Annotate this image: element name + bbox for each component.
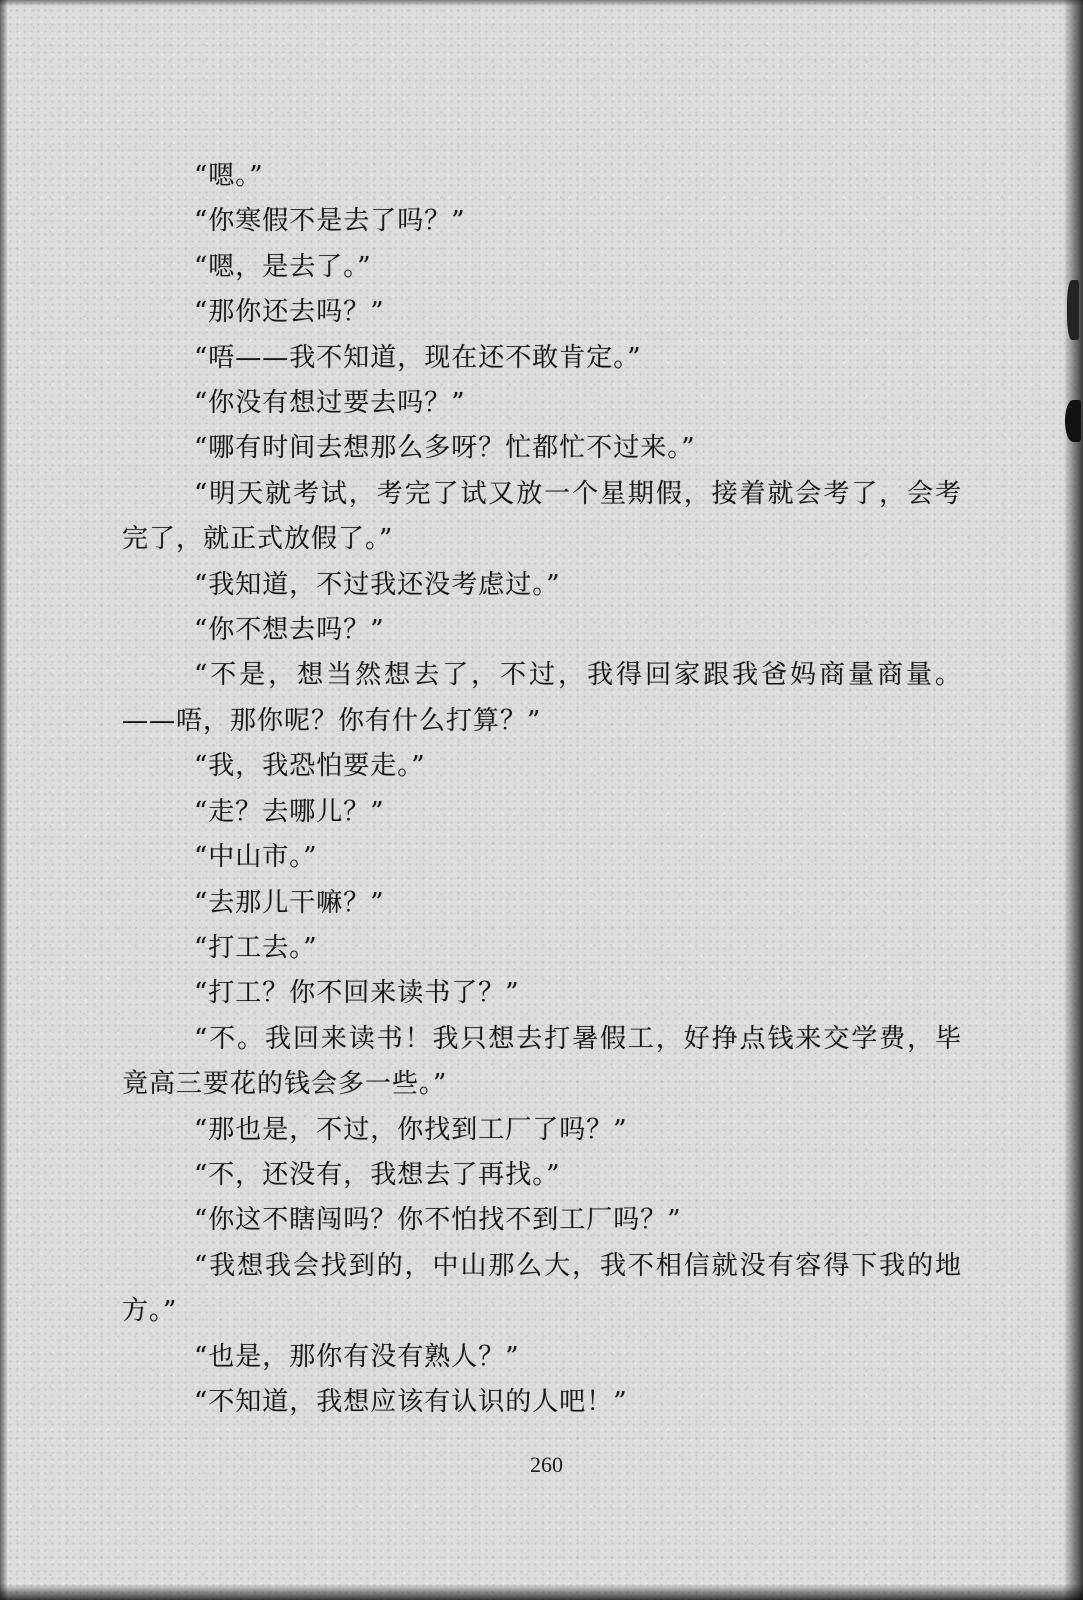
paragraph: “不，还没有，我想去了再找。” bbox=[194, 1159, 561, 1190]
paragraph: “去那儿干嘛？” bbox=[194, 887, 385, 918]
paragraph: “我知道，不过我还没考虑过。” bbox=[194, 569, 561, 600]
paragraph: “你没有想过要去吗？” bbox=[194, 388, 466, 419]
paragraph: “你这不瞎闯吗？你不怕找不到工厂吗？” bbox=[194, 1205, 682, 1236]
paragraph: “嗯。” bbox=[194, 161, 264, 191]
paragraph: “嗯，是去了。” bbox=[194, 251, 372, 282]
paragraph: “唔——我不知道，现在还不敢肯定。” bbox=[194, 342, 642, 373]
paragraph: “中山市。” bbox=[194, 842, 318, 873]
scan-edge-top bbox=[0, 0, 1083, 6]
paragraph: “我，我恐怕要走。” bbox=[194, 751, 426, 782]
paragraph: “那你还去吗？” bbox=[194, 297, 385, 328]
paragraph: “你不想去吗？” bbox=[194, 615, 385, 646]
paragraph: “走？去哪儿？” bbox=[194, 796, 385, 827]
paragraph: “我想我会找到的，中山那么大，我不相信就没有容得下我的地方。” bbox=[122, 1250, 962, 1327]
paragraph: “不是，想当然想去了，不过，我得回家跟我爸妈商量商量。——唔，那你呢？你有什么打算？” bbox=[122, 660, 962, 736]
scan-edge-right bbox=[1063, 0, 1083, 1600]
paragraph: “不。我回来读书！我只想去打暑假工，好挣点钱来交学费，毕竟高三要花的钱会多一些。” bbox=[122, 1023, 962, 1100]
scan-edge-left bbox=[0, 0, 8, 1600]
paragraph: “那也是，不过，你找到工厂了吗？” bbox=[194, 1114, 628, 1145]
paragraph: “也是，那你有没有熟人？” bbox=[194, 1341, 520, 1372]
paragraph: “打工？你不回来读书了？” bbox=[194, 978, 520, 1009]
paragraph: “哪有时间去想那么多呀？忙都忙不过来。” bbox=[194, 433, 696, 464]
paragraph: “打工去。” bbox=[194, 932, 318, 963]
scan-edge-bottom bbox=[0, 1584, 1083, 1600]
page-number: 260 bbox=[530, 1452, 563, 1477]
paragraph: “明天就考试，考完了试又放一个星期假，接着就会考了，会考完了，就正式放假了。” bbox=[122, 478, 962, 555]
paragraph: “不知道，我想应该有认识的人吧！” bbox=[194, 1386, 628, 1417]
paragraph: “你寒假不是去了吗？” bbox=[194, 206, 466, 237]
dialogue-text bbox=[122, 154, 962, 1425]
